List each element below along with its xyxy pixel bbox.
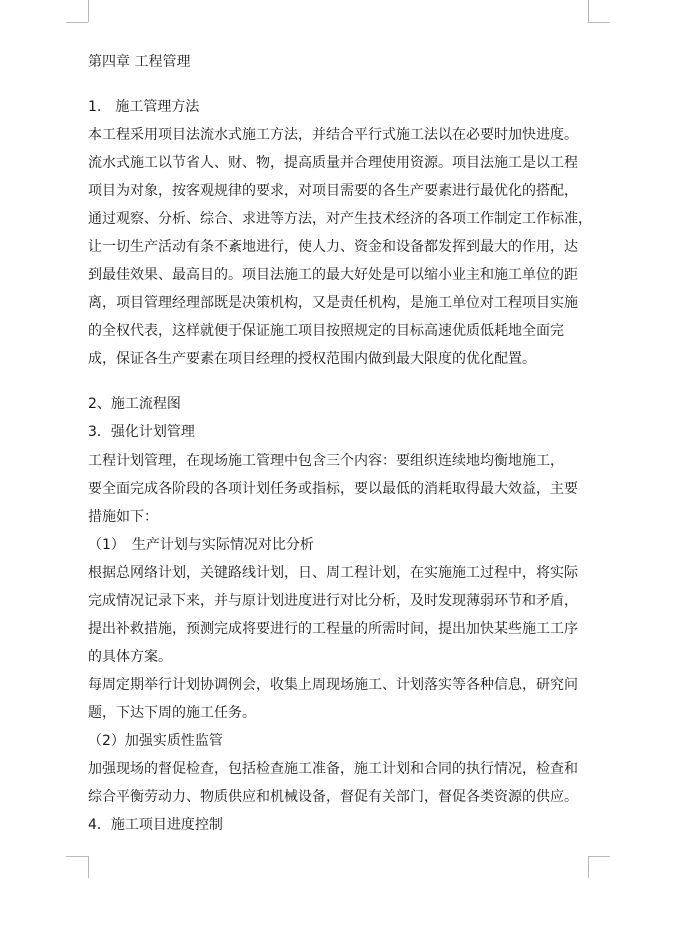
paragraph-line: 工程计划管理，在现场施工管理中包含三个内容：要组织连续地均衡地施工， (88, 453, 564, 469)
paragraph-line: 加强现场的督促检查，包括检查施工准备，施工计划和合同的执行情况，检查和 (88, 761, 578, 777)
paragraph-line: 综合平衡劳动力、物质供应和机械设备，督促有关部门，督促各类资源的供应。 (88, 789, 578, 805)
paragraph-line: 项目为对象，按客观规律的要求，对项目需要的各生产要素进行最优化的搭配， (88, 183, 578, 199)
paragraph-line: 的全权代表，这样就便于保证施工项目按照规定的目标高速优质低耗地全面完 (88, 323, 564, 339)
crop-mark-top-right (588, 0, 589, 22)
subsection-heading: （2）加强实质性监管 (88, 733, 223, 749)
chapter-title: 第四章 工程管理 (88, 54, 191, 70)
paragraph-line: 离，项目管理经理部既是决策机构，又是责任机构，是施工单位对工程项目实施 (88, 295, 578, 311)
paragraph-line: 成，保证各生产要素在项目经理的授权范围内做到最大限度的优化配置。 (88, 351, 536, 367)
subsection-heading: （1） 生产计划与实际情况对比分析 (88, 537, 314, 553)
crop-mark-top-left-h (66, 22, 88, 23)
paragraph-line: 根据总网络计划，关键路线计划，日、周工程计划，在实施施工过程中，将实际 (88, 565, 578, 581)
paragraph-line: 本工程采用项目法流水式施工方法，并结合平行式施工法以在必要时加快进度。 (88, 127, 578, 143)
section-heading: 2、施工流程图 (88, 396, 181, 412)
paragraph-line: 措施如下： (88, 509, 158, 525)
paragraph-line: 让一切生产活动有条不紊地进行，使人力、资金和设备都发挥到最大的作用，达 (88, 239, 578, 255)
crop-mark-bottom-right-h (588, 856, 610, 857)
section-heading: 4．施工项目进度控制 (88, 817, 223, 833)
crop-mark-bottom-left (88, 856, 89, 878)
paragraph-line: 题，下达下周的施工任务。 (88, 705, 256, 721)
crop-mark-top-left (88, 0, 89, 22)
paragraph-line: 通过观察、分析、综合、求进等方法，对产生技术经济的各项工作制定工作标准， (88, 211, 592, 227)
paragraph-line: 的具体方案。 (88, 649, 172, 665)
crop-mark-top-right-h (588, 22, 610, 23)
section-heading: 1. 施工管理方法 (88, 99, 200, 115)
section-heading: 3．强化计划管理 (88, 424, 195, 440)
paragraph-line: 流水式施工以节省人、财、物，提高质量并合理使用资源。项目法施工是以工程 (88, 155, 578, 171)
crop-mark-bottom-right (588, 856, 589, 878)
paragraph-line: 提出补救措施，预测完成将要进行的工程量的所需时间，提出加快某些施工工序 (88, 621, 578, 637)
paragraph-line: 要全面完成各阶段的各项计划任务或指标，要以最低的消耗取得最大效益，主要 (88, 481, 578, 497)
paragraph-line: 到最佳效果、最高目的。项目法施工的最大好处是可以缩小业主和施工单位的距 (88, 267, 578, 283)
paragraph-line: 每周定期举行计划协调例会，收集上周现场施工、计划落实等各种信息，研究问 (88, 677, 578, 693)
crop-mark-bottom-left-h (66, 856, 88, 857)
paragraph-line: 完成情况记录下来，并与原计划进度进行对比分析，及时发现薄弱环节和矛盾， (88, 593, 578, 609)
